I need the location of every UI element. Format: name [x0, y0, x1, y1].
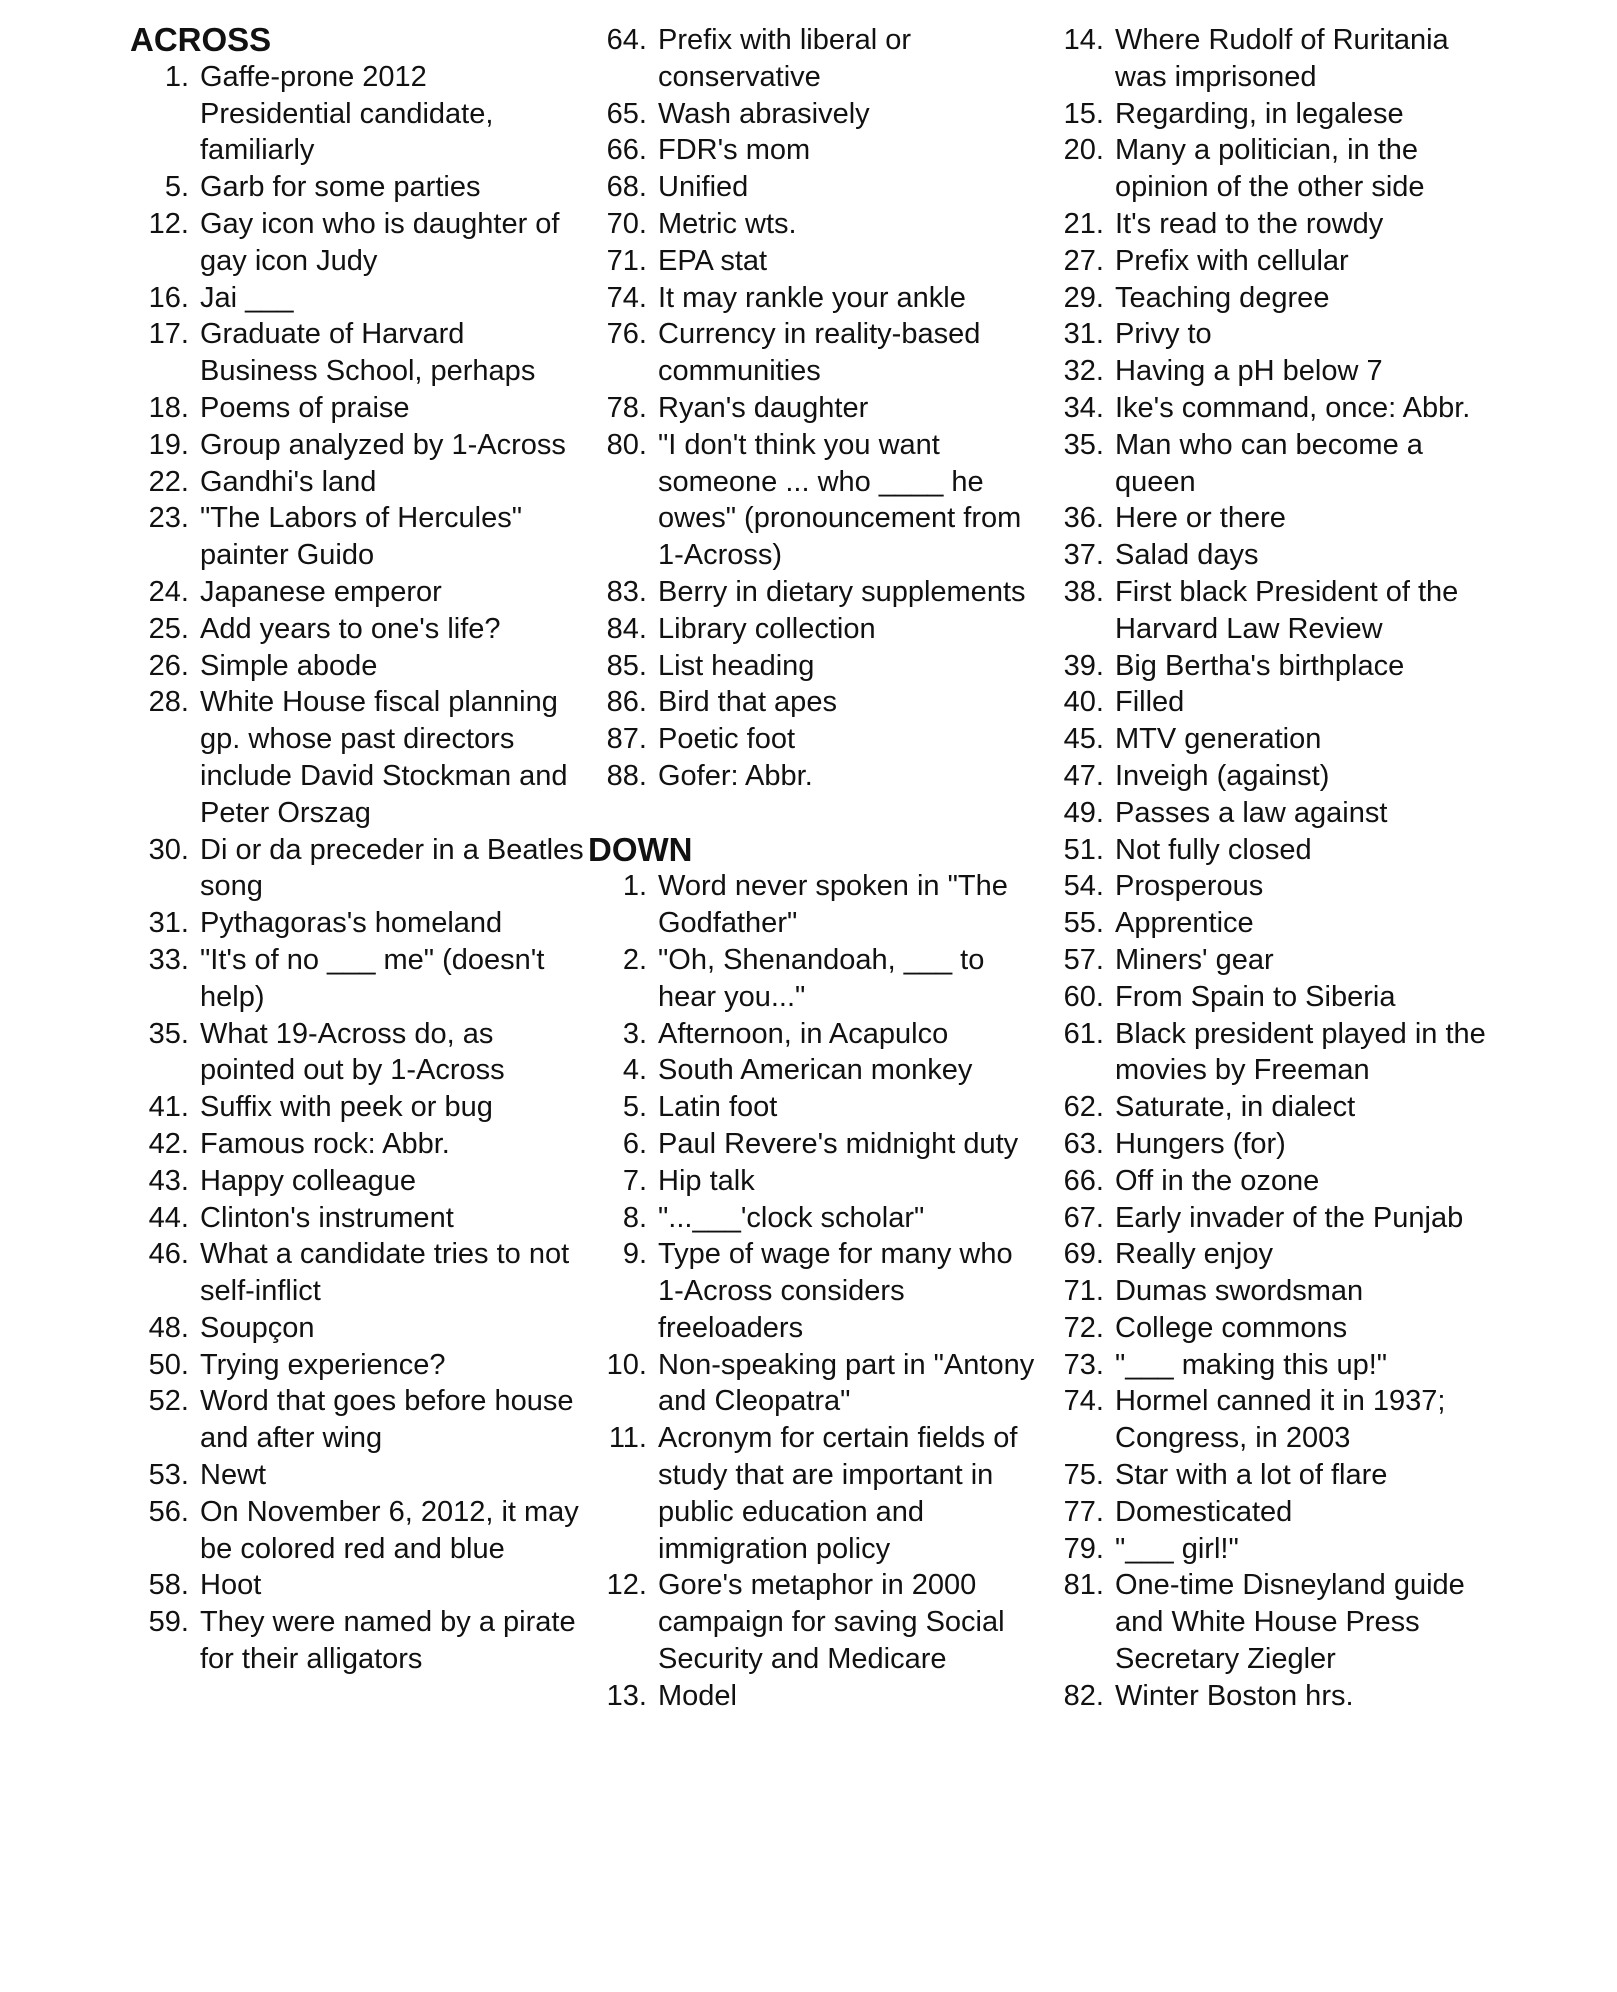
clue-number: 79.: [1063, 1532, 1104, 1565]
clue-text: Prefix with cellular: [1115, 244, 1349, 277]
clue-number: 86.: [606, 686, 647, 719]
down-clue-81: [1045, 1567, 1495, 1677]
clue-number: 59.: [148, 1606, 189, 1639]
clue-text: Type of wage for many who 1-Across considers freeloaders: [658, 1238, 1013, 1344]
clue-text: Clinton's instrument: [200, 1201, 454, 1234]
clue-text: College commons: [1115, 1311, 1348, 1344]
clue-number: 12.: [148, 207, 189, 240]
clue-text: Group analyzed by 1-Across: [200, 428, 566, 461]
column-2: [588, 22, 1038, 1715]
clue-text: Gofer: Abbr.: [658, 759, 813, 792]
clue-text: Add years to one's life?: [200, 612, 501, 645]
across-clue-66: [588, 132, 1038, 169]
clue-text: Metric wts.: [658, 207, 797, 240]
clue-number: 55.: [1063, 907, 1104, 940]
clue-number: 83.: [606, 575, 647, 608]
clue-number: 65.: [606, 97, 647, 130]
clue-text: South American monkey: [658, 1054, 973, 1087]
clue-text: Really enjoy: [1115, 1238, 1273, 1271]
down-clue-5: [588, 1089, 1038, 1126]
clue-text: Inveigh (against): [1115, 759, 1330, 792]
down-clue-73: [1045, 1347, 1495, 1384]
across-clue-70: [588, 206, 1038, 243]
down-clue-63: [1045, 1126, 1495, 1163]
clue-text: Salad days: [1115, 539, 1259, 572]
across-clue-1: [130, 59, 585, 169]
clue-number: 19.: [148, 428, 189, 461]
clue-number: 21.: [1063, 207, 1104, 240]
clue-number: 71.: [606, 244, 647, 277]
down-clue-29: [1045, 280, 1495, 317]
clue-text: Famous rock: Abbr.: [200, 1127, 450, 1160]
clue-text: What 19-Across do, as pointed out by 1-Across: [200, 1017, 505, 1087]
clue-text: It may rankle your ankle: [658, 281, 966, 314]
clue-number: 6.: [622, 1127, 647, 1160]
across-clue-64: [588, 22, 1038, 96]
clue-text: It's read to the rowdy: [1115, 207, 1384, 240]
clue-text: "___ girl!": [1115, 1532, 1239, 1565]
down-clue-1: [588, 868, 1038, 942]
clue-number: 38.: [1063, 575, 1104, 608]
across-clue-35: [130, 1016, 585, 1090]
clue-number: 11.: [608, 1422, 647, 1455]
clue-number: 22.: [148, 465, 189, 498]
clue-number: 85.: [606, 649, 647, 682]
down-clue-62: [1045, 1089, 1495, 1126]
clue-number: 66.: [606, 134, 647, 167]
clue-text: Jai ___: [200, 281, 294, 314]
clue-number: 10.: [606, 1348, 647, 1381]
clue-text: Suffix with peek or bug: [200, 1091, 493, 1124]
clue-number: 47.: [1063, 759, 1104, 792]
clue-number: 28.: [148, 686, 189, 719]
across-clue-25: [130, 611, 585, 648]
across-clue-56: [130, 1494, 585, 1568]
down-clue-66: [1045, 1163, 1495, 1200]
clue-text: "Oh, Shenandoah, ___ to hear you...": [658, 943, 985, 1013]
clue-text: On November 6, 2012, it may be colored red and blue: [200, 1495, 579, 1565]
across-clue-83: [588, 574, 1038, 611]
down-clue-14: [1045, 22, 1495, 96]
clue-number: 57.: [1063, 943, 1104, 976]
clue-number: 35.: [148, 1017, 189, 1050]
across-clue-5: [130, 169, 585, 206]
clue-text: From Spain to Siberia: [1115, 980, 1396, 1013]
clue-number: 20.: [1063, 134, 1104, 167]
clue-number: 24.: [148, 575, 189, 608]
clue-number: 41.: [148, 1091, 189, 1124]
clue-number: 30.: [148, 833, 189, 866]
clue-number: 33.: [148, 943, 189, 976]
clue-number: 78.: [606, 391, 647, 424]
down-clue-54: [1045, 868, 1495, 905]
down-clue-12: [588, 1567, 1038, 1677]
clue-text: One-time Disneyland guide and White House Press Secretary Ziegler: [1115, 1569, 1465, 1676]
clue-number: 15.: [1063, 97, 1104, 130]
clue-number: 51.: [1063, 833, 1104, 866]
clue-text: Non-speaking part in "Antony and Cleopatra": [658, 1348, 1035, 1418]
clue-number: 31.: [148, 907, 189, 940]
clue-text: Bird that apes: [658, 686, 837, 719]
clue-number: 16.: [148, 281, 189, 314]
clue-text: Gore's metaphor in 2000 campaign for saving Social Security and Medicare: [658, 1569, 1005, 1676]
clue-number: 49.: [1063, 796, 1104, 829]
clue-text: "It's of no ___ me" (doesn't help): [200, 943, 545, 1013]
clue-number: 13.: [606, 1679, 647, 1712]
clue-text: Latin foot: [658, 1091, 778, 1124]
clue-number: 32.: [1063, 355, 1104, 388]
clue-number: 31.: [1063, 318, 1104, 351]
across-clue-84: [588, 611, 1038, 648]
clue-text: Off in the ozone: [1115, 1164, 1320, 1197]
clue-text: Currency in reality-based communities: [658, 318, 981, 388]
clue-number: 42.: [148, 1127, 189, 1160]
across-clue-71: [588, 243, 1038, 280]
clue-number: 87.: [606, 723, 647, 756]
clue-number: 17.: [148, 318, 189, 351]
clue-number: 60.: [1063, 980, 1104, 1013]
down-clue-27: [1045, 243, 1495, 280]
clue-text: Berry in dietary supplements: [658, 575, 1026, 608]
across-clue-26: [130, 648, 585, 685]
clue-number: 74.: [606, 281, 647, 314]
clue-text: Where Rudolf of Ruritania was imprisoned: [1115, 24, 1449, 93]
clue-text: Hormel canned it in 1937; Congress, in 2003: [1115, 1385, 1446, 1455]
clue-text: Gaffe-prone 2012 Presidential candidate, familiarly: [200, 60, 494, 167]
clue-text: Hip talk: [658, 1164, 755, 1197]
down-clue-7: [588, 1163, 1038, 1200]
clue-number: 37.: [1063, 539, 1104, 572]
clue-number: 36.: [1063, 502, 1104, 535]
across-clue-12: [130, 206, 585, 280]
clue-number: 45.: [1063, 723, 1104, 756]
clue-text: "The Labors of Hercules" painter Guido: [200, 502, 523, 572]
clue-text: Happy colleague: [200, 1164, 417, 1197]
clue-number: 75.: [1063, 1459, 1104, 1492]
clue-number: 69.: [1063, 1238, 1104, 1271]
clue-text: Simple abode: [200, 649, 378, 682]
down-clue-11: [588, 1420, 1038, 1567]
down-clue-list-continued: [1045, 22, 1495, 1715]
column-1: [130, 22, 585, 1678]
across-clue-19: [130, 427, 585, 464]
clue-number: 44.: [148, 1201, 189, 1234]
clue-number: 3.: [622, 1017, 647, 1050]
across-clue-22: [130, 464, 585, 501]
clue-number: 48.: [148, 1311, 189, 1344]
clue-number: 40.: [1063, 686, 1104, 719]
clue-number: 67.: [1063, 1201, 1104, 1234]
down-clue-49: [1045, 795, 1495, 832]
clue-number: 72.: [1063, 1311, 1104, 1344]
clue-number: 61.: [1063, 1017, 1104, 1050]
clue-text: Not fully closed: [1115, 833, 1312, 866]
clue-text: Ike's command, once: Abbr.: [1115, 391, 1471, 424]
clue-text: Afternoon, in Acapulco: [658, 1017, 949, 1050]
clue-text: Wash abrasively: [658, 97, 870, 130]
across-clue-68: [588, 169, 1038, 206]
across-clue-53: [130, 1457, 585, 1494]
clue-text: Teaching degree: [1115, 281, 1330, 314]
down-clue-69: [1045, 1236, 1495, 1273]
clue-number: 76.: [606, 318, 647, 351]
across-clue-80: [588, 427, 1038, 574]
clue-text: Winter Boston hrs.: [1115, 1679, 1354, 1712]
clue-number: 26.: [148, 649, 189, 682]
clue-text: Word that goes before house and after wing: [200, 1385, 574, 1455]
across-clue-23: [130, 500, 585, 574]
clue-number: 82.: [1063, 1679, 1104, 1712]
clue-text: Poetic foot: [658, 723, 796, 756]
across-heading: ACROSS: [130, 21, 272, 58]
clue-text: Graduate of Harvard Business School, perhaps: [200, 318, 536, 388]
clue-number: 29.: [1063, 281, 1104, 314]
down-clue-9: [588, 1236, 1038, 1346]
clue-text: Model: [658, 1679, 737, 1712]
clue-text: Here or there: [1115, 502, 1286, 535]
across-clue-76: [588, 316, 1038, 390]
clue-number: 74.: [1063, 1385, 1104, 1418]
clue-number: 1.: [622, 870, 647, 903]
across-clue-50: [130, 1347, 585, 1384]
clue-text: Dumas swordsman: [1115, 1275, 1364, 1308]
clue-number: 25.: [148, 612, 189, 645]
clue-text: FDR's mom: [658, 134, 811, 167]
across-clue-52: [130, 1383, 585, 1457]
down-clue-15: [1045, 96, 1495, 133]
down-clue-37: [1045, 537, 1495, 574]
clue-text: Passes a law against: [1115, 796, 1388, 829]
across-clue-28: [130, 684, 585, 831]
clue-number: 53.: [148, 1459, 189, 1492]
down-clue-45: [1045, 721, 1495, 758]
down-clue-8: [588, 1200, 1038, 1237]
clue-text: Miners' gear: [1115, 943, 1274, 976]
clue-number: 70.: [606, 207, 647, 240]
clue-text: White House fiscal planning gp. whose past directors include David Stockman and Peter Orszag: [200, 686, 568, 829]
clue-number: 5.: [622, 1091, 647, 1124]
down-clue-21: [1045, 206, 1495, 243]
clue-text: Paul Revere's midnight duty: [658, 1127, 1019, 1160]
down-clue-32: [1045, 353, 1495, 390]
clue-text: Word never spoken in "The Godfather": [658, 870, 1008, 940]
clue-text: "I don't think you want someone ... who ____ he owes" (pronouncement from 1-Across): [658, 428, 1022, 572]
clue-number: 5.: [164, 171, 189, 204]
down-clue-31: [1045, 316, 1495, 353]
clue-text: Gandhi's land: [200, 465, 377, 498]
clue-number: 9.: [622, 1238, 647, 1271]
clue-number: 84.: [606, 612, 647, 645]
down-clue-57: [1045, 942, 1495, 979]
clue-text: Pythagoras's homeland: [200, 907, 503, 940]
across-clue-46: [130, 1236, 585, 1310]
clue-text: They were named by a pirate for their alligators: [200, 1606, 576, 1676]
clue-number: 50.: [148, 1348, 189, 1381]
clue-number: 27.: [1063, 244, 1104, 277]
clue-number: 34.: [1063, 391, 1104, 424]
across-clue-78: [588, 390, 1038, 427]
across-clue-44: [130, 1200, 585, 1237]
down-clue-4: [588, 1052, 1038, 1089]
down-clue-77: [1045, 1494, 1495, 1531]
clue-number: 43.: [148, 1164, 189, 1197]
clue-number: 66.: [1063, 1164, 1104, 1197]
clue-number: 23.: [148, 502, 189, 535]
across-clue-86: [588, 684, 1038, 721]
clue-text: Man who can become a queen: [1115, 428, 1423, 498]
down-clue-13: [588, 1678, 1038, 1715]
down-clue-38: [1045, 574, 1495, 648]
clue-text: Acronym for certain fields of study that are important in public education and immigration policy: [658, 1422, 1018, 1565]
across-clue-list: [130, 59, 585, 1678]
clue-text: What a candidate tries to not self-inflict: [200, 1238, 570, 1308]
down-clue-79: [1045, 1531, 1495, 1568]
across-clue-42: [130, 1126, 585, 1163]
clue-number: 77.: [1063, 1495, 1104, 1528]
down-clue-72: [1045, 1310, 1495, 1347]
clue-number: 56.: [148, 1495, 189, 1528]
clue-text: Star with a lot of flare: [1115, 1459, 1388, 1492]
down-clue-39: [1045, 648, 1495, 685]
across-clue-18: [130, 390, 585, 427]
clue-text: Hungers (for): [1115, 1127, 1286, 1160]
clue-number: 64.: [606, 24, 647, 56]
down-clue-74: [1045, 1383, 1495, 1457]
clue-text: "...___'clock scholar": [658, 1201, 925, 1234]
across-clue-58: [130, 1567, 585, 1604]
clue-text: Gay icon who is daughter of gay icon Judy: [200, 207, 560, 277]
across-clue-65: [588, 96, 1038, 133]
across-clue-list-continued: [588, 22, 1038, 795]
clue-number: 54.: [1063, 870, 1104, 903]
clue-number: 58.: [148, 1569, 189, 1602]
column-3: [1045, 22, 1495, 1715]
clue-text: Soupçon: [200, 1311, 315, 1344]
clue-text: "___ making this up!": [1115, 1348, 1388, 1381]
clue-text: Trying experience?: [200, 1348, 446, 1381]
clue-text: Saturate, in dialect: [1115, 1091, 1356, 1124]
clue-number: 35.: [1063, 428, 1104, 461]
down-clue-61: [1045, 1016, 1495, 1090]
down-clue-list: [588, 868, 1038, 1714]
clue-number: 46.: [148, 1238, 189, 1271]
clue-text: Apprentice: [1115, 907, 1254, 940]
clue-number: 12.: [606, 1569, 647, 1602]
clue-text: Ryan's daughter: [658, 391, 869, 424]
across-clue-16: [130, 280, 585, 317]
down-clue-71: [1045, 1273, 1495, 1310]
clue-text: Many a politician, in the opinion of the other side: [1115, 134, 1425, 204]
clue-text: Black president played in the movies by Freeman: [1115, 1017, 1486, 1087]
across-clue-48: [130, 1310, 585, 1347]
clue-text: MTV generation: [1115, 723, 1322, 756]
clue-number: 62.: [1063, 1091, 1104, 1124]
clue-number: 4.: [622, 1054, 647, 1087]
clue-number: 7.: [622, 1164, 647, 1197]
clue-number: 2.: [622, 943, 647, 976]
down-clue-3: [588, 1016, 1038, 1053]
down-clue-20: [1045, 132, 1495, 206]
across-clue-30: [130, 832, 585, 906]
clue-text: Di or da preceder in a Beatles song: [200, 833, 584, 903]
down-clue-6: [588, 1126, 1038, 1163]
clue-number: 68.: [606, 171, 647, 204]
across-clue-43: [130, 1163, 585, 1200]
clue-text: Prosperous: [1115, 870, 1264, 903]
clue-number: 8.: [622, 1201, 647, 1234]
clue-text: Domesticated: [1115, 1495, 1293, 1528]
down-clue-10: [588, 1347, 1038, 1421]
clue-text: Japanese emperor: [200, 575, 442, 608]
across-clue-31: [130, 905, 585, 942]
clue-text: Hoot: [200, 1569, 262, 1602]
down-clue-67: [1045, 1200, 1495, 1237]
down-clue-51: [1045, 832, 1495, 869]
clue-text: Early invader of the Punjab: [1115, 1201, 1464, 1234]
clue-text: Library collection: [658, 612, 876, 645]
down-clue-47: [1045, 758, 1495, 795]
down-clue-75: [1045, 1457, 1495, 1494]
across-clue-85: [588, 648, 1038, 685]
clue-number: 52.: [148, 1385, 189, 1418]
clue-number: 71.: [1063, 1275, 1104, 1308]
down-clue-40: [1045, 684, 1495, 721]
clue-text: Poems of praise: [200, 391, 410, 424]
clue-number: 81.: [1063, 1569, 1104, 1602]
down-clue-55: [1045, 905, 1495, 942]
clue-text: Big Bertha's birthplace: [1115, 649, 1405, 682]
clue-number: 80.: [606, 428, 647, 461]
clue-text: List heading: [658, 649, 815, 682]
clue-text: Prefix with liberal or conservative: [658, 24, 912, 93]
clue-number: 63.: [1063, 1127, 1104, 1160]
clue-number: 88.: [606, 759, 647, 792]
clue-number: 1.: [164, 60, 189, 93]
across-clue-17: [130, 316, 585, 390]
clue-text: Having a pH below 7: [1115, 355, 1383, 388]
clue-text: Newt: [200, 1459, 267, 1492]
across-clue-59: [130, 1604, 585, 1678]
across-clue-74: [588, 280, 1038, 317]
across-clue-88: [588, 758, 1038, 795]
down-heading: DOWN: [588, 830, 693, 868]
clue-text: Unified: [658, 171, 749, 204]
across-clue-24: [130, 574, 585, 611]
clue-number: 73.: [1063, 1348, 1104, 1381]
clue-text: Garb for some parties: [200, 171, 481, 204]
clue-text: Filled: [1115, 686, 1185, 719]
clue-text: Privy to: [1115, 318, 1212, 351]
down-clue-36: [1045, 500, 1495, 537]
clue-text: First black President of the Harvard Law Review: [1115, 575, 1459, 645]
down-clue-34: [1045, 390, 1495, 427]
down-clue-35: [1045, 427, 1495, 501]
clue-number: 14.: [1063, 24, 1104, 56]
clue-text: Regarding, in legalese: [1115, 97, 1404, 130]
clue-number: 39.: [1063, 649, 1104, 682]
down-clue-2: [588, 942, 1038, 1016]
across-clue-33: [130, 942, 585, 1016]
down-clue-60: [1045, 979, 1495, 1016]
across-clue-41: [130, 1089, 585, 1126]
down-clue-82: [1045, 1678, 1495, 1715]
across-clue-87: [588, 721, 1038, 758]
clue-text: EPA stat: [658, 244, 768, 277]
clue-number: 18.: [148, 391, 189, 424]
